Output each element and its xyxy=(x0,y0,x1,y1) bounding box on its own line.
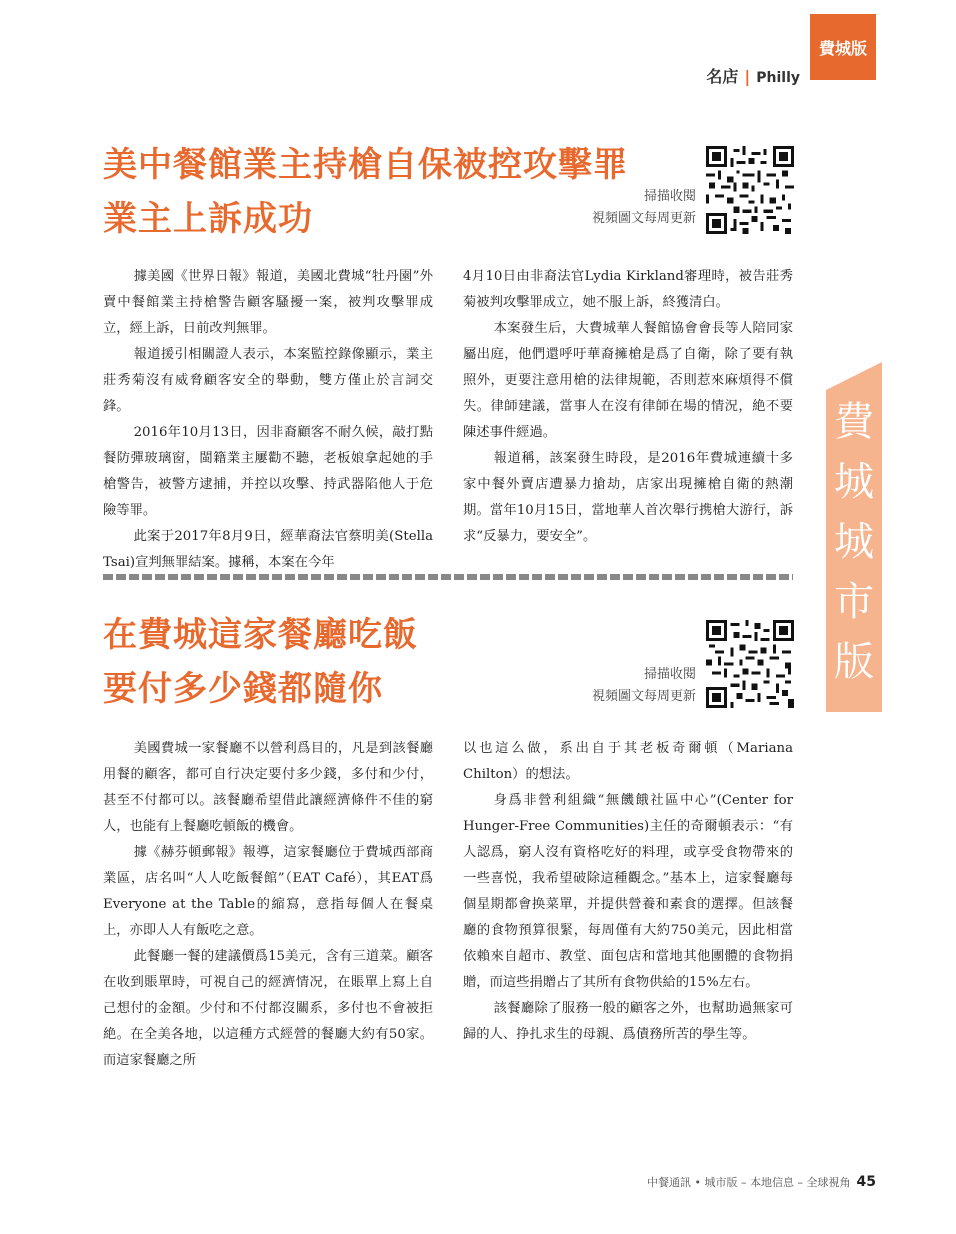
section-divider xyxy=(103,574,793,580)
side-char: 費 xyxy=(834,399,874,445)
paragraph: 據《赫芬頓郵報》報導，這家餐廳位于費城西部商業區，店名叫“人人吃飯餐館”（EAT Café），其EAT爲Everyone at the Table的縮寫，意指每個人在餐桌上，亦即人人有飯吃之意。 xyxy=(103,845,433,938)
page-footer xyxy=(647,1174,876,1190)
article-2-title xyxy=(103,608,418,716)
paragraph: 報道稱，該案發生時段，是2016年費城連續十多家中餐外賣店遭暴力搶劫，店家出現擁槍自衛的熱潮期。當年10月15日，當地華人首次舉行携槍大游行，訴求“反暴力，要安全”。 xyxy=(463,451,793,544)
article-2-column-2 xyxy=(463,736,793,1048)
section-label xyxy=(706,64,800,87)
paragraph: 報道援引相關證人表示，本案監控錄像顯示，業主莊秀菊沒有威脅顧客安全的舉動，雙方僅止於言詞交鋒。 xyxy=(103,347,433,414)
title-line: 業主上訴成功 xyxy=(103,199,313,239)
title-line: 在費城這家餐廳吃飯 xyxy=(103,615,418,655)
section-name: 名店 xyxy=(706,67,739,86)
paragraph: 此餐廳一餐的建議價爲15美元，含有三道菜。顧客在收到賬單時，可視自己的經濟情况，在賬單上寫上自己想付的金額。少付和不付都沒關系，多付也不會被拒絶。在全美各地，以這種方式經營的餐廳大約有50家。而這家餐廳之所 xyxy=(103,949,433,1068)
qr-code-icon[interactable] xyxy=(706,146,794,234)
paragraph: 據美國《世界日報》報道，美國北費城“牡丹園”外賣中餐館業主持槍警告顧客騷擾一案，被判攻擊罪成立，經上訴，日前改判無罪。 xyxy=(103,269,433,336)
scan-line: 視頻圖文每周更新 xyxy=(591,211,696,226)
paragraph: 此案于2017年8月9日，經華裔法官蔡明美(Stella Tsai)宣判無罪結案。據稱，本案在今年 xyxy=(103,529,433,570)
paragraph: 美國費城一家餐廳不以營利爲目的，凡是到該餐廳用餐的顧客，都可自行决定要付多少錢，多付和少付，甚至不付都可以。該餐廳希望借此讓經濟條件不佳的窮人，也能有上餐廳吃頓飯的機會。 xyxy=(103,741,433,834)
paragraph: 本案發生后，大費城華人餐館協會會長等人陪同家屬出庭，他們還呼吁華裔擁槍是爲了自衛，除了要有執照外，更要注意用槍的法律規範，否則惹來麻煩得不償失。律師建議，當事人在沒有律師在場的情況，絶不要陳述事件經過。 xyxy=(463,321,793,440)
title-line: 美中餐館業主持槍自保被控攻擊罪 xyxy=(103,145,628,185)
article-1-scan-note xyxy=(592,186,696,230)
scan-line: 掃描收閱 xyxy=(643,667,696,682)
scan-line: 視頻圖文每周更新 xyxy=(591,689,696,704)
article-2-scan-note xyxy=(592,664,696,708)
side-tab-text xyxy=(826,392,882,692)
qr-code-icon[interactable] xyxy=(706,620,794,708)
footer-text: 中餐通訊 • 城市版 – 本地信息 – 全球視角 xyxy=(647,1176,851,1189)
section-sub: Philly xyxy=(756,70,800,86)
side-char: 城 xyxy=(834,519,874,565)
edition-tab: 費城版 xyxy=(810,14,876,80)
page-number: 45 xyxy=(856,1174,876,1190)
separator: | xyxy=(744,67,751,86)
paragraph: 4月10日由非裔法官Lydia Kirkland審理時，被告莊秀菊被判攻擊罪成立，她不服上訴，終獲清白。 xyxy=(463,269,793,310)
side-char: 市 xyxy=(834,579,874,625)
paragraph: 該餐廳除了服務一般的顧客之外，也幫助過無家可歸的人、挣扎求生的母親、爲債務所苦的學生等。 xyxy=(463,1001,793,1042)
paragraph: 身爲非營利組織“無饑餓社區中心”(Center for Hunger-Free Communities)主任的奇爾頓表示：“有人認爲，窮人沒有資格吃好的料理，或享受食物帶來的一些喜悦，我希望破除這種觀念。”基本上，這家餐廳每個星期都會换菜單，并提供營養和素食的選擇。但該餐廳的食物預算很緊，每周僅有大約750美元，因此相當依賴來自超市、教堂、面包店和當地其他團體的食物捐贈，而這些捐贈占了其所有食物供給的15%左右。 xyxy=(463,793,793,990)
article-2-column-1 xyxy=(103,736,433,1074)
side-char: 版 xyxy=(834,639,874,685)
article-1-title xyxy=(103,138,628,246)
article-1-column-2 xyxy=(463,264,793,550)
scan-line: 掃描收閱 xyxy=(643,189,696,204)
paragraph: 2016年10月13日，因非裔顧客不耐久候，敲打點餐防彈玻璃窗，閩籍業主屢勸不聽，老板娘拿起她的手槍警告，被警方逮捕，并控以攻擊、持武器陷他人于危險等罪。 xyxy=(103,425,433,518)
article-1-column-1 xyxy=(103,264,433,576)
paragraph: 以也這么做，系出自于其老板奇爾頓（Mariana Chilton）的想法。 xyxy=(463,741,793,782)
title-line: 要付多少錢都隨你 xyxy=(103,669,383,709)
side-char: 城 xyxy=(834,459,874,505)
